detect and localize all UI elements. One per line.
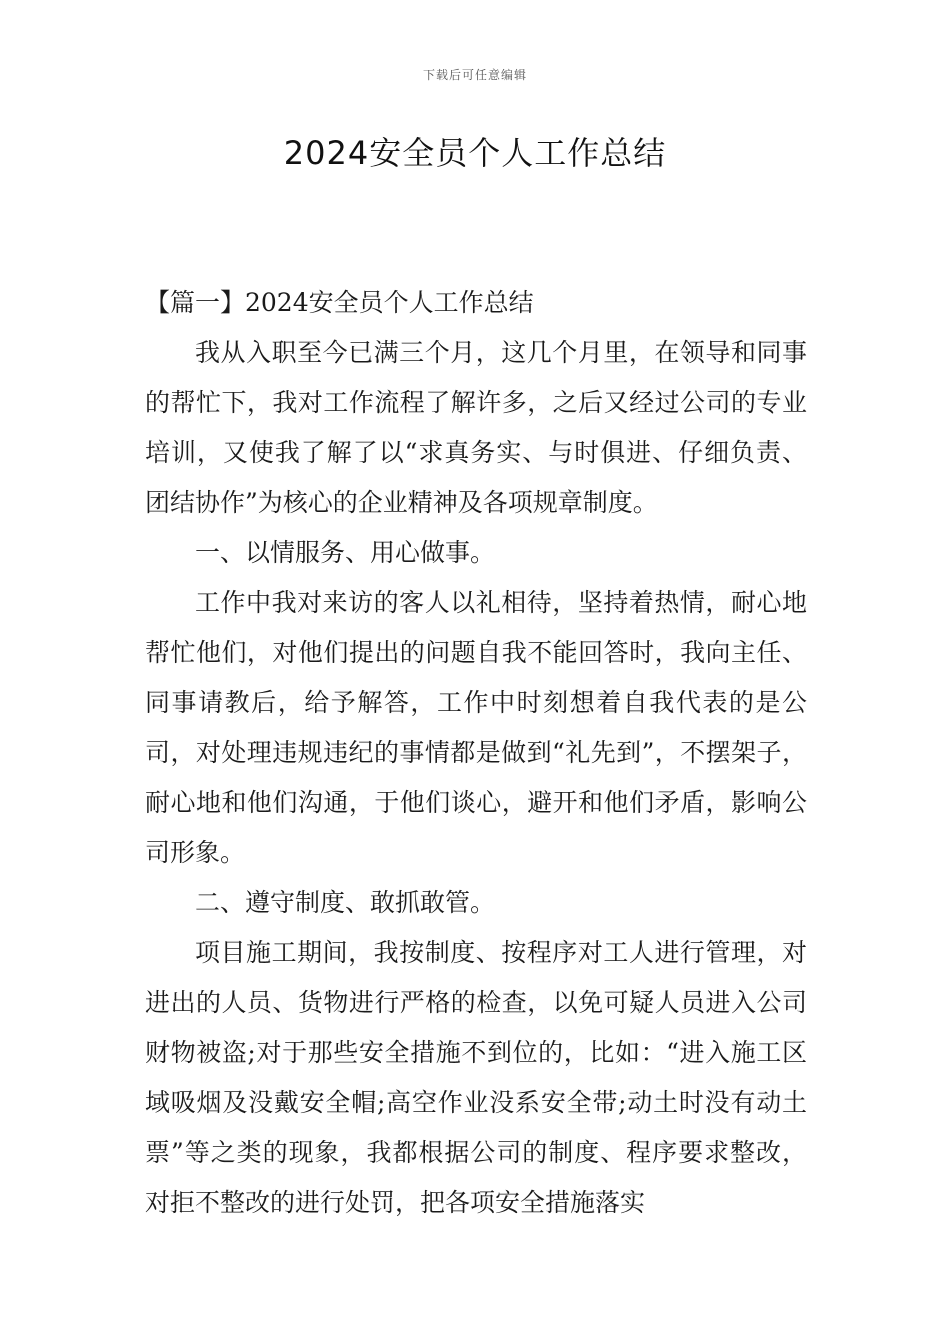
header-note: 下载后可任意编辑 xyxy=(422,68,527,82)
subheading-rules: 二、遵守制度、敢抓敢管。 xyxy=(195,888,496,917)
section-heading: 【篇一】2024安全员个人工作总结 xyxy=(145,288,534,317)
paragraph-rules: 项目施工期间，我按制度、按程序对工人进行管理，对进出的人员、货物进行严格的检查，以免可疑人员进入公司财物被盗;对于那些安全措施不到位的，比如：“进入施工区域吸烟及没戴安全帽;高空作业没系安全带;动土时没有动土票”等之类的现象，我都根据公司的制度、程序要求整改，对拒不整改的进行处罚，把各项安全措施落实 xyxy=(145,938,807,1217)
document-body xyxy=(145,278,807,1228)
paragraph-service: 工作中我对来访的客人以礼相待，坚持着热情，耐心地帮忙他们，对他们提出的问题自我不能回答时，我向主任、同事请教后，给予解答，工作中时刻想着自我代表的是公司，对处理违规违纪的事情都是做到“礼先到”，不摆架子，耐心地和他们沟通，于他们谈心，避开和他们矛盾，影响公司形象。 xyxy=(145,588,807,867)
document-title: 2024安全员个人工作总结 xyxy=(283,134,667,172)
subheading-service: 一、以情服务、用心做事。 xyxy=(195,538,496,567)
paragraph-intro: 我从入职至今已满三个月，这几个月里，在领导和同事的帮忙下，我对工作流程了解许多，之后又经过公司的专业培训，又使我了解了以“求真务实、与时俱进、仔细负责、团结协作”为核心的企业精神及各项规章制度。 xyxy=(145,338,807,517)
